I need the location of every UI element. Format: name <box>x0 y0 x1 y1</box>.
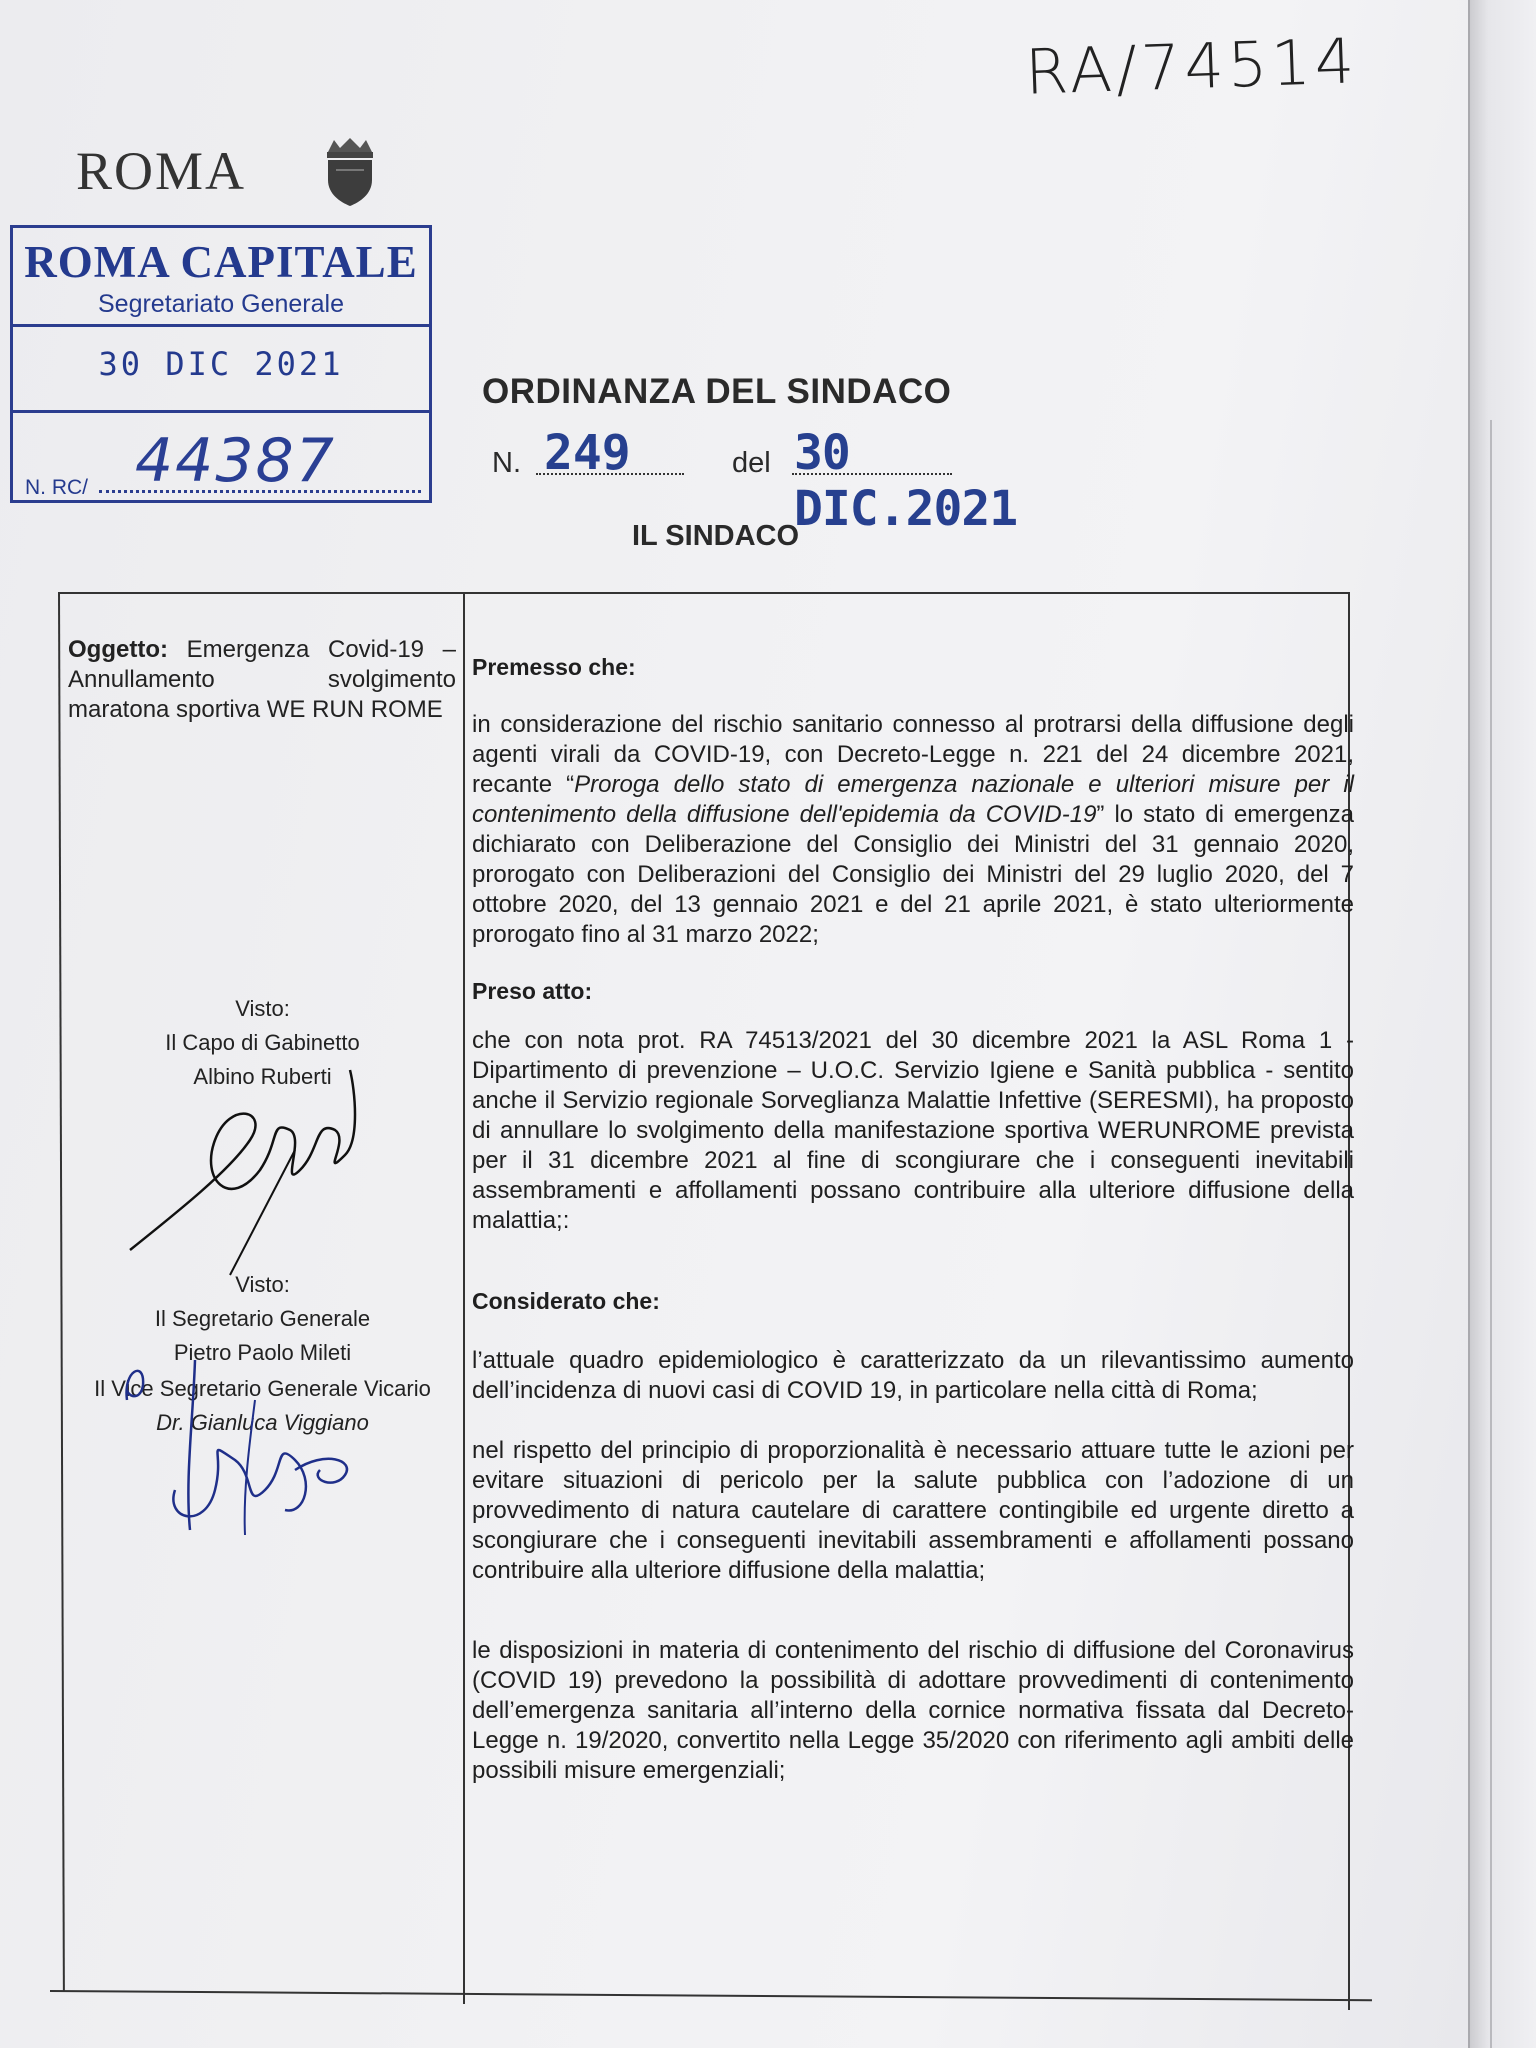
visto-role: Il Segretario Generale <box>154 1306 371 1331</box>
premesso-text-part: in considerazione del rischio sanitario connesso al protrarsi della diffusione degli agenti virali da COVID-19, con Decreto-Legge n. 221 del 24 dicembre 2021, recante “ <box>472 711 1354 798</box>
roma-crest-icon <box>322 136 378 208</box>
visto-vice-name: Dr. Gianluca Viggiano <box>156 1410 369 1435</box>
subject-label: Oggetto: <box>68 636 168 663</box>
visto-role: Il Capo di Gabinetto <box>165 1030 360 1055</box>
handwritten-reference: RA/74514 <box>1023 24 1360 109</box>
subject-text: Emergenza Covid-19 – Annullamento svolgimento maratona sportiva WE RUN ROME <box>68 636 457 723</box>
recitals-column <box>472 640 1354 1786</box>
stamp-rc-label: N. RC/ <box>25 476 88 499</box>
date-label: del <box>732 447 771 479</box>
visto-name: Albino Ruberti <box>193 1064 332 1089</box>
visto-name: Pietro Paolo Mileti <box>173 1340 352 1365</box>
roma-logo-text: ROMA <box>76 141 247 201</box>
considerato-heading: Considerato che: <box>472 1288 660 1314</box>
ordinance-number: 249 <box>544 425 631 481</box>
table-border-top <box>58 592 1350 594</box>
table-border-left <box>58 592 65 1992</box>
premesso-text-part: ” lo stato di emergenza dichiarato con Deliberazione del Consiglio dei Ministri del 31 gennaio 2020, prorogato con Deliberazioni del Consiglio dei Ministri del 29 luglio 2020, del 7 ottobre 2020, del 13 gennaio 2021 e del 21 aprile 2021, è stato ulteriormente prorogato fino al 31 marzo 2022; <box>472 801 1354 948</box>
stamp-date: 30 DIC 2021 <box>98 345 344 383</box>
stamp-divider <box>13 324 429 327</box>
page-edge-shadow <box>1468 0 1536 2048</box>
protocol-stamp <box>10 225 432 503</box>
considerato-paragraph-1: l’attuale quadro epidemiologico è caratterizzato da un rilevantissimo aumento dell’incidenza di nuovi casi di COVID 19, in particolare nella città di Roma; <box>472 1347 1354 1404</box>
issuer-heading: IL SINDACO <box>632 520 800 552</box>
preso-heading: Preso atto: <box>472 978 593 1004</box>
visto-label: Visto: <box>235 996 290 1021</box>
stamp-rc-number: 44387 <box>135 426 336 496</box>
stamp-divider <box>13 410 429 413</box>
fold-line <box>1490 420 1492 2048</box>
considerato-paragraph-3: le disposizioni in materia di contenimento del rischio di diffusione del Coronavirus (COVID 19) prevedono la possibilità di adottare provvedimenti di contenimento dell’emergenza sanitaria all’interno della cornice normativa fissata dal Decreto-Legge n. 19/2020, convertito nella Legge 35/2020 con riferimento agli ambiti delle possibili misure emergenziali; <box>472 1637 1354 1784</box>
number-label: N. <box>492 447 521 479</box>
signature-capo-gabinetto-icon <box>120 1060 380 1280</box>
visto-vice-role: Il Vice Segretario Generale Vicario <box>94 1376 431 1401</box>
considerato-paragraph-2: nel rispetto del principio di proporzionalità è necessario attuare tutte le azioni per evitare situazioni di pericolo per la salute pubblica con l’adozione di un provvedimento di natura cautelare di carattere contingibile ed urgente diretto a scongiurare che i conseguenti inevitabili assembramenti e affollamenti possano contribuire alla ulteriore diffusione della malattia; <box>472 1437 1354 1584</box>
stamp-rc-dots <box>99 490 421 493</box>
table-column-divider <box>463 592 465 2004</box>
premesso-heading: Premesso che: <box>472 654 636 680</box>
visto-label: Visto: <box>235 1272 290 1297</box>
fold-line <box>1468 0 1470 2048</box>
table-border-bottom <box>50 1990 1372 2001</box>
signature-vice-segretario-icon <box>115 1340 375 1540</box>
premesso-decree-title: Proroga dello stato di emergenza nazionale e ulteriori misure per il contenimento della diffusione dell'epidemia da COVID-19 <box>472 771 1355 828</box>
stamp-title: ROMA CAPITALE <box>24 237 418 287</box>
premesso-paragraph <box>472 710 1354 950</box>
ordinance-title: ORDINANZA DEL SINDACO <box>482 372 952 411</box>
ordinance-date: 30 DIC.2021 <box>794 425 1018 537</box>
subject-block <box>68 635 456 725</box>
preso-paragraph: che con nota prot. RA 74513/2021 del 30 dicembre 2021 la ASL Roma 1 - Dipartimento di prevenzione – U.O.C. Servizio Igiene e Sanità pubblica - sentito anche il Servizio regionale Sorveglianza Malattie Infettive (SERESMI), ha proposto di annullare lo svolgimento della manifestazione sportiva WERUNROME prevista per il 31 dicembre 2021 al fine di scongiurare che i conseguenti inevitabili assembramenti e affollamenti possano contribuire alla ulteriore diffusione della malattia;: <box>472 1027 1354 1234</box>
stamp-subtitle: Segretariato Generale <box>98 290 344 318</box>
